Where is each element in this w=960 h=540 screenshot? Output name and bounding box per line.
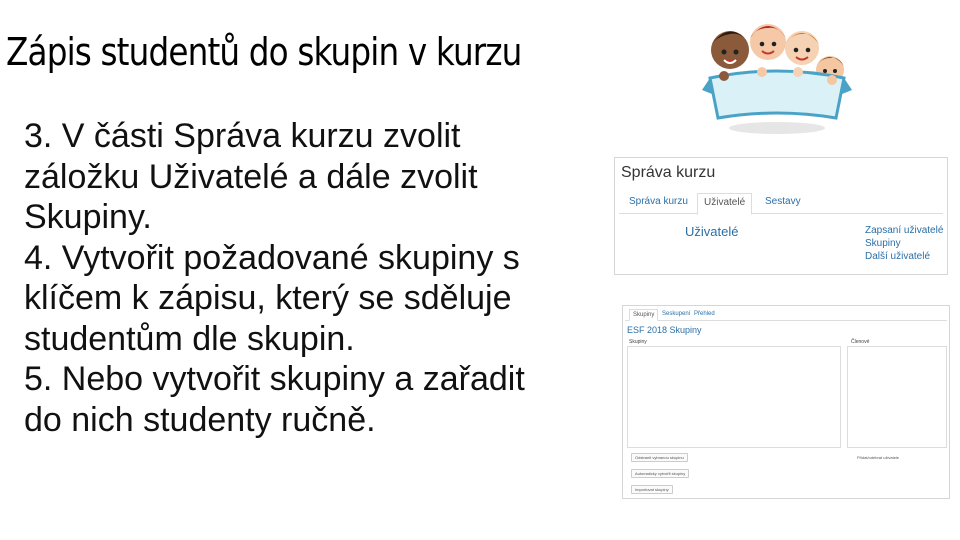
link-other-users[interactable]: Další uživatelé — [865, 251, 931, 262]
instruction-line: klíčem k zápisu, který se sděluje — [24, 279, 512, 317]
auto-create-groups-button[interactable]: Automaticky vytvořit skupiny — [631, 469, 689, 478]
groups-heading: ESF 2018 Skupiny — [627, 325, 702, 335]
course-admin-panel — [614, 157, 948, 275]
instruction-line: 5. Nebo vytvořit skupiny a zařadit — [24, 360, 525, 398]
groups-panel — [622, 305, 950, 499]
tab-groups[interactable]: Skupiny — [629, 309, 658, 321]
link-groups[interactable]: Skupiny — [865, 238, 901, 249]
members-column-label: Členové — [851, 339, 870, 345]
instruction-line: 3. V části Správa kurzu zvolit — [24, 117, 461, 155]
tab-course-admin[interactable]: Správa kurzu — [629, 196, 688, 207]
groups-column-label: Skupiny — [629, 339, 647, 345]
kids-banner-illustration — [702, 12, 852, 136]
panel-title: Správa kurzu — [621, 164, 716, 181]
instruction-line: Skupiny. — [24, 198, 152, 236]
groups-tabs — [625, 308, 947, 321]
instruction-line: studentům dle skupin. — [24, 319, 355, 358]
instruction-line: do nich studenty ručně. — [24, 400, 376, 439]
tab-users[interactable]: Uživatelé — [697, 193, 752, 215]
instruction-line: 4. Vytvořit požadované skupiny s — [24, 238, 520, 277]
link-enrolled-users[interactable]: Zapsaní uživatelé — [865, 225, 944, 236]
instructions-text — [24, 116, 624, 440]
groups-list[interactable] — [627, 346, 841, 448]
tab-reports[interactable]: Sestavy — [765, 196, 801, 207]
import-groups-button[interactable]: Importovat skupiny — [631, 485, 673, 494]
members-list — [847, 346, 947, 448]
add-remove-users-button[interactable]: Přidat/odebrat uživatele — [857, 455, 900, 460]
users-section-link[interactable]: Uživatelé — [685, 224, 739, 239]
slide-title: Zápis studentů do skupin v kurzu — [6, 30, 522, 74]
tab-groupings[interactable]: Seskupení — [662, 311, 691, 317]
delete-group-button[interactable]: Odstranit vybranou skupinu — [631, 453, 688, 462]
instruction-line: záložku Uživatelé a dále zvolit — [24, 157, 478, 196]
users-links — [865, 224, 943, 263]
course-admin-tabs — [619, 191, 943, 214]
tab-overview[interactable]: Přehled — [694, 311, 715, 317]
